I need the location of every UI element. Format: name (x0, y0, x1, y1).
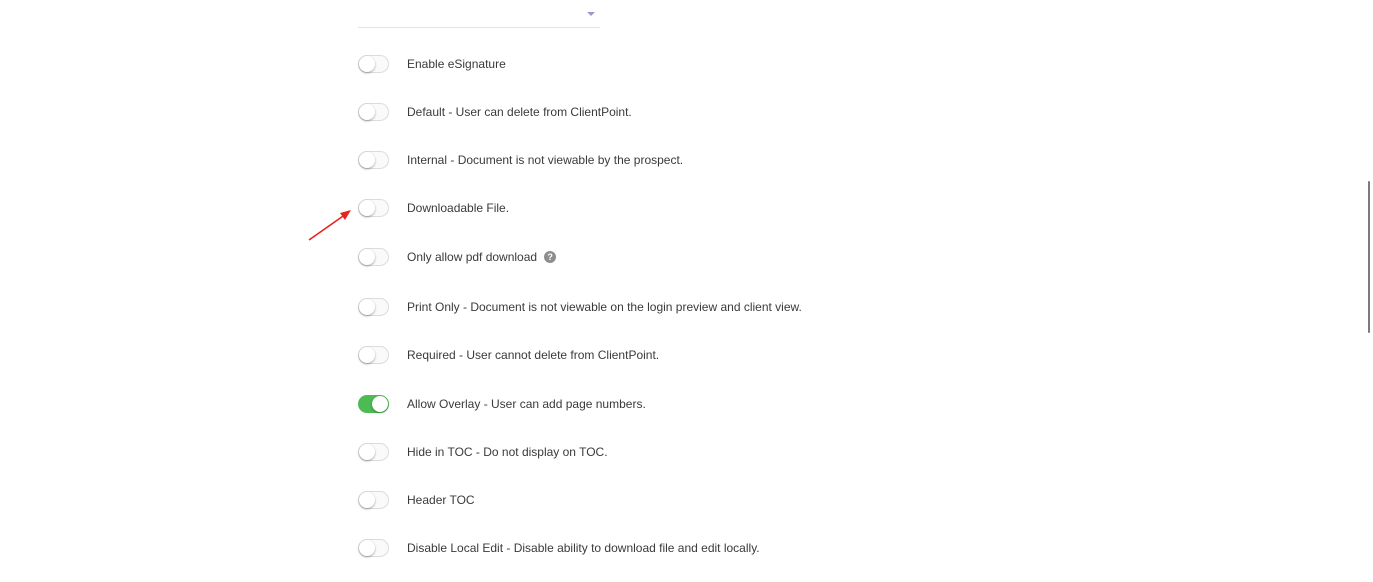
option-allow-overlay (358, 394, 646, 414)
toggle-switch[interactable] (358, 55, 389, 73)
toggle-knob (359, 104, 375, 120)
option-disable-local-edit (358, 538, 760, 558)
toggle-knob (359, 249, 375, 265)
option-label: Default - User can delete from ClientPoint. (407, 105, 632, 119)
option-label: Print Only - Document is not viewable on the login preview and client view. (407, 300, 802, 314)
toggle-knob (359, 299, 375, 315)
option-internal (358, 150, 683, 170)
option-label: Disable Local Edit - Disable ability to download file and edit locally. (407, 541, 760, 555)
toggle-knob (359, 540, 375, 556)
option-label: Required - User cannot delete from ClientPoint. (407, 348, 660, 362)
toggle-knob (359, 347, 375, 363)
option-header-toc (358, 490, 475, 510)
toggle-switch[interactable] (358, 395, 389, 413)
toggle-switch[interactable] (358, 248, 389, 266)
red-arrow-icon (305, 205, 357, 245)
toggle-switch[interactable] (358, 103, 389, 121)
toggle-knob (359, 492, 375, 508)
option-pdf-download (358, 247, 556, 267)
toggle-switch[interactable] (358, 491, 389, 509)
option-default-delete (358, 102, 632, 122)
option-label: Enable eSignature (407, 57, 506, 71)
option-enable-esignature (358, 54, 506, 74)
option-downloadable-file (358, 198, 509, 218)
toggle-switch[interactable] (358, 443, 389, 461)
toggle-switch[interactable] (358, 298, 389, 316)
option-label: Allow Overlay - User can add page numbers. (407, 397, 646, 411)
toggle-knob (372, 396, 388, 412)
option-label: Hide in TOC - Do not display on TOC. (407, 445, 608, 459)
option-print-only (358, 297, 802, 317)
question-circle-icon[interactable]: ? (544, 251, 556, 263)
toggle-knob (359, 152, 375, 168)
option-label: Header TOC (407, 493, 475, 507)
vertical-scrollbar[interactable] (1368, 181, 1370, 333)
toggle-knob (359, 200, 375, 216)
toggle-switch[interactable] (358, 539, 389, 557)
option-label: Downloadable File. (407, 201, 510, 215)
option-label: Only allow pdf download (407, 250, 538, 264)
toggle-switch[interactable] (358, 346, 389, 364)
document-options-list (358, 0, 1058, 582)
toggle-knob (359, 444, 375, 460)
toggle-switch[interactable] (358, 199, 389, 217)
toggle-knob (359, 56, 375, 72)
option-required (358, 345, 659, 365)
option-hide-in-toc (358, 442, 608, 462)
toggle-switch[interactable] (358, 151, 389, 169)
option-label: Internal - Document is not viewable by the prospect. (407, 153, 684, 167)
